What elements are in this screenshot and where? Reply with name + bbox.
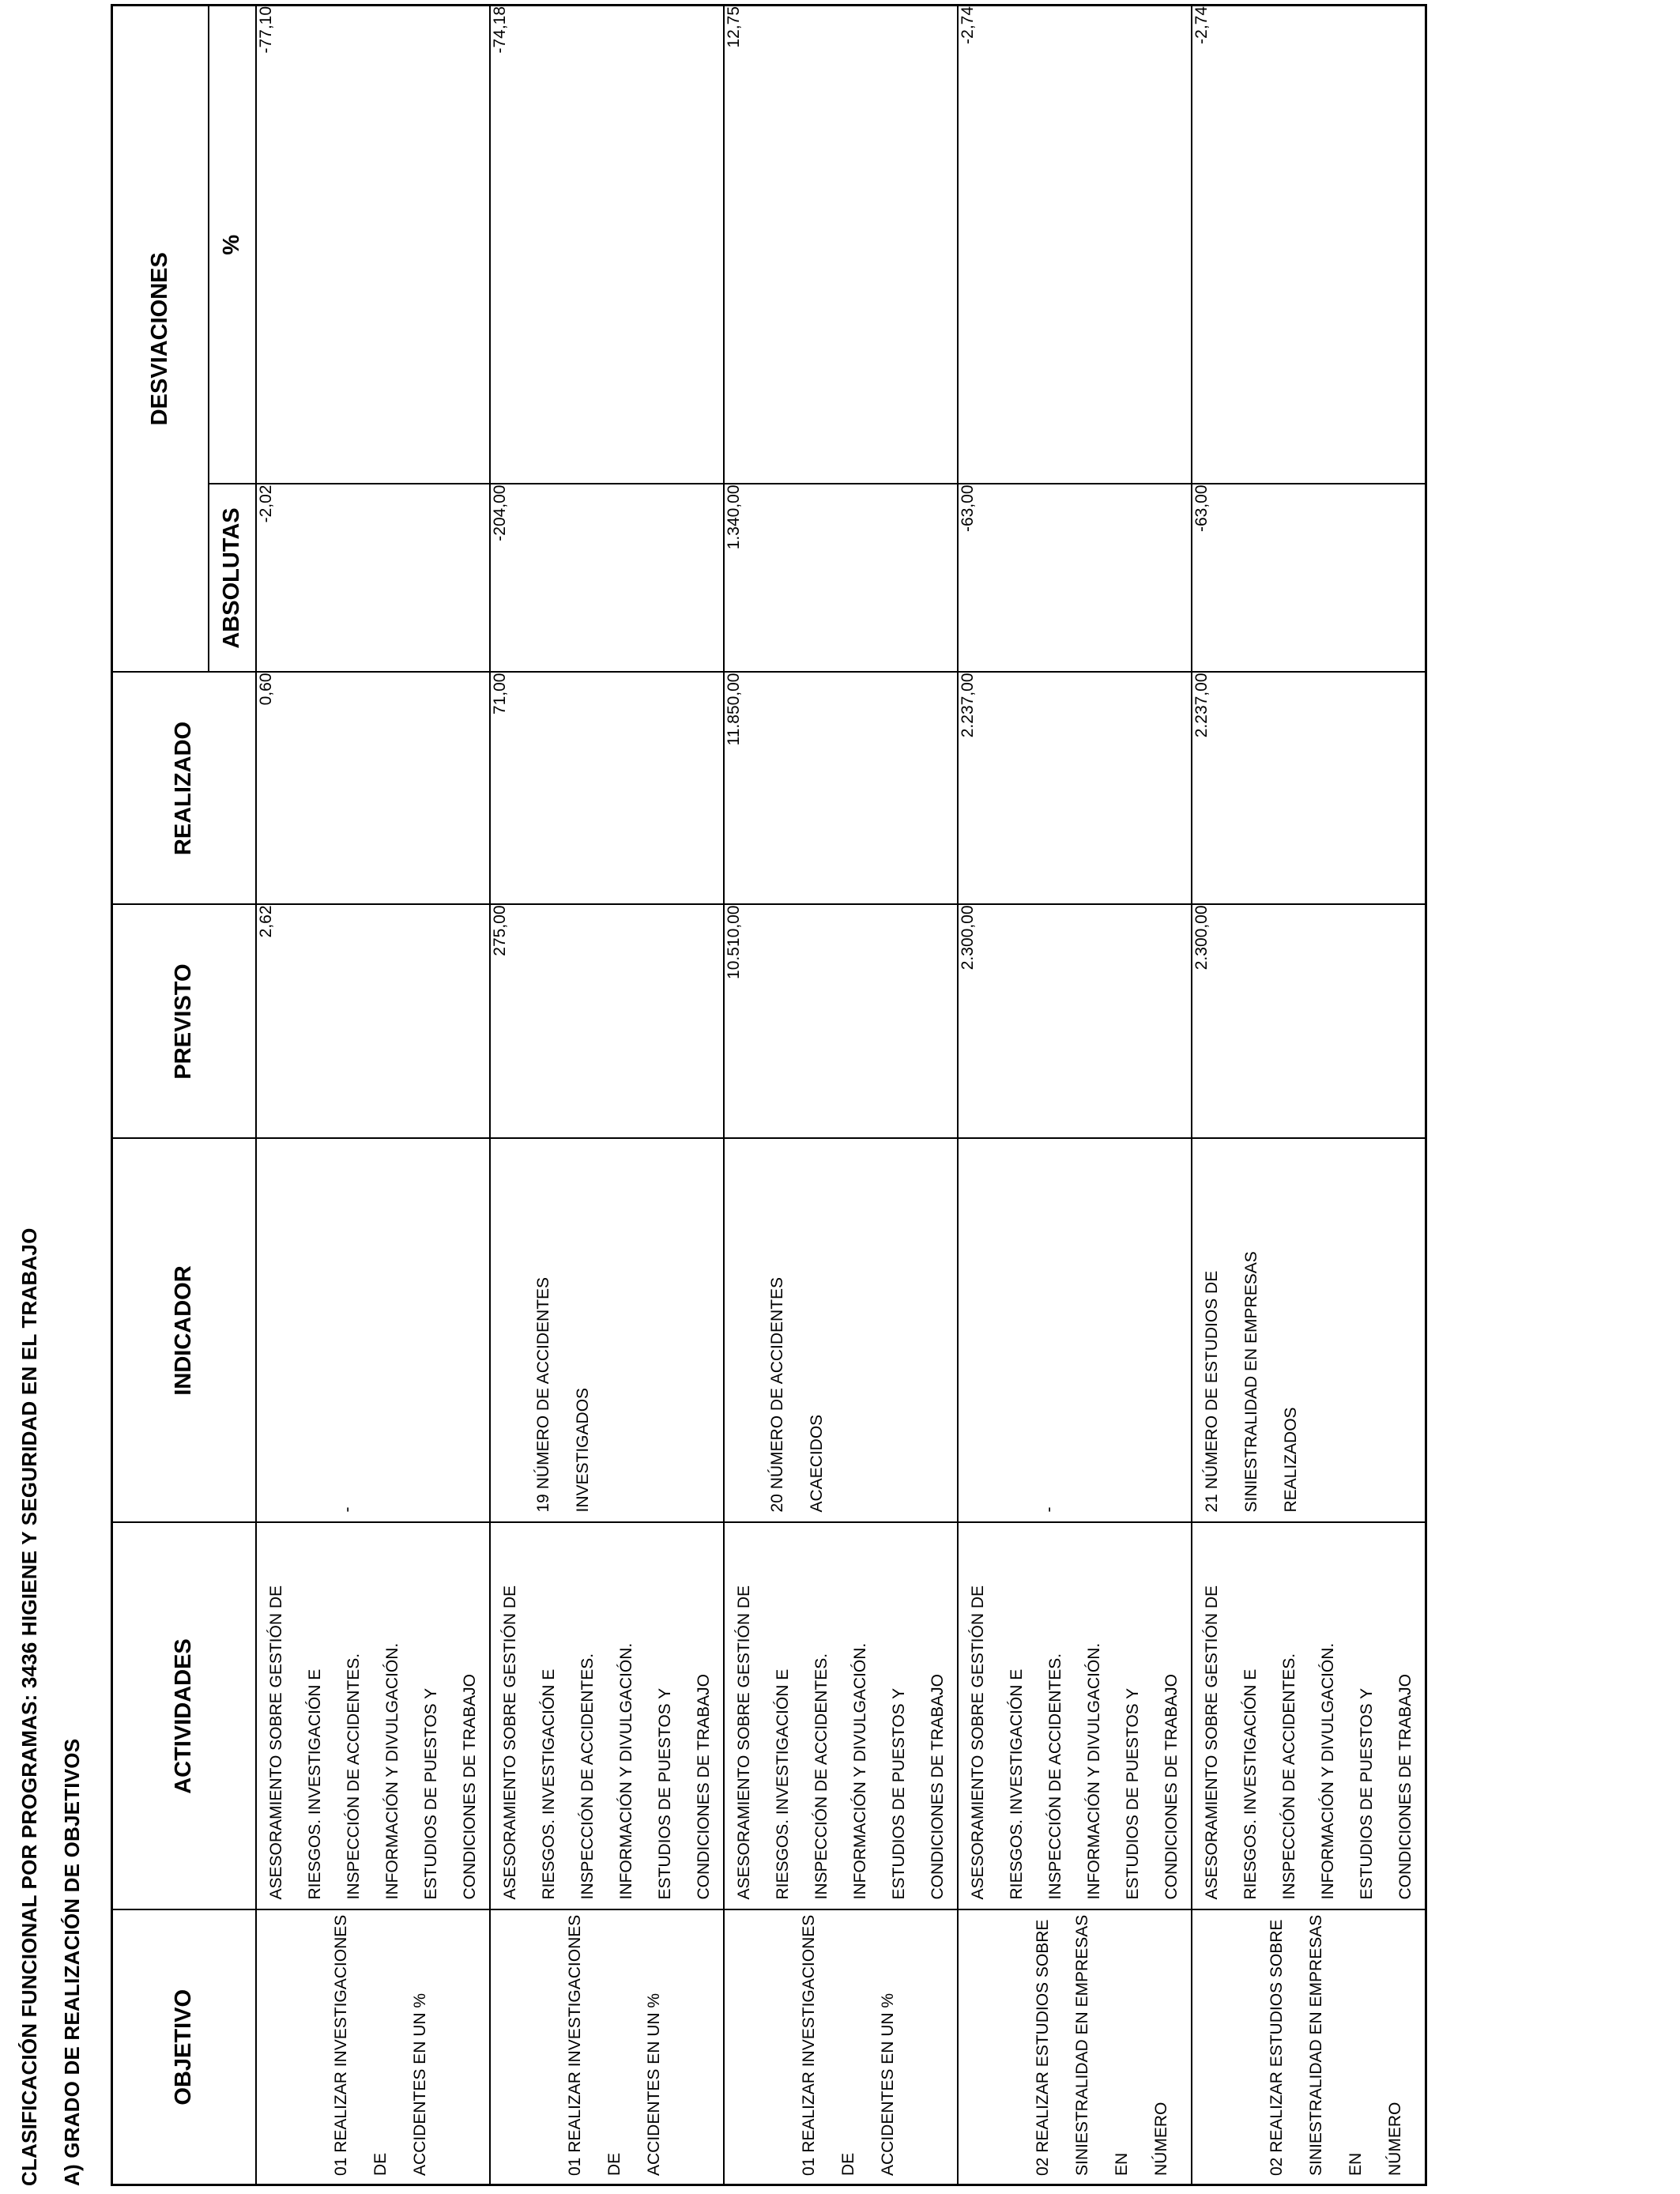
table-row — [490, 5, 724, 2185]
actividades-line: CONDICIONES DE TRABAJO — [928, 1674, 947, 1900]
actividades-line: RIESGOS. INVESTIGACIÓN E — [773, 1668, 792, 1900]
actividades-line: RIESGOS. INVESTIGACIÓN E — [305, 1668, 324, 1900]
actividades-line: ASESORAMIENTO SOBRE GESTIÓN DE — [266, 1585, 285, 1900]
objetivo-line: 01 REALIZAR INVESTIGACIONES DE — [331, 1914, 390, 2176]
actividades-line: RIESGOS. INVESTIGACIÓN E — [1007, 1668, 1026, 1900]
table-row — [724, 5, 958, 2185]
column-header-indicador: INDICADOR — [112, 1139, 256, 1523]
column-header-realizado: REALIZADO — [112, 673, 256, 905]
actividades-line: INFORMACIÓN Y DIVULGACIÓN. — [382, 1642, 401, 1900]
porcentaje-cell: -2,74 — [1192, 5, 1426, 484]
objetivo-cell — [724, 1910, 958, 2185]
absolutas-cell: -204,00 — [490, 484, 724, 673]
column-header-absolutas: ABSOLUTAS — [209, 484, 256, 673]
actividades-line: INFORMACIÓN Y DIVULGACIÓN. — [616, 1642, 635, 1900]
realizado-cell: 2.237,00 — [958, 673, 1192, 905]
actividades-line: INFORMACIÓN Y DIVULGACIÓN. — [1318, 1642, 1337, 1900]
objetivo-line: ACCIDENTES EN UN % — [878, 1992, 897, 2176]
porcentaje-cell: -74,18 — [490, 5, 724, 484]
objectives-table-body — [256, 5, 1426, 2185]
previsto-cell: 10.510,00 — [724, 905, 958, 1139]
actividades-line: INSPECCIÓN DE ACCIDENTES. — [812, 1653, 831, 1900]
column-header-previsto: PREVISTO — [112, 905, 256, 1139]
previsto-cell: 2.300,00 — [1192, 905, 1426, 1139]
page-title: CLASIFICACIÓN FUNCIONAL POR PROGRAMAS: 3436 HIGIENE Y SEGURIDAD EN EL TRABAJO — [17, 1227, 41, 2186]
actividades-line: ESTUDIOS DE PUESTOS Y — [889, 1687, 908, 1900]
objetivo-cell — [1192, 1910, 1426, 2185]
actividades-line: ESTUDIOS DE PUESTOS Y — [1123, 1687, 1142, 1900]
column-header-porcentaje: % — [209, 5, 256, 484]
realizado-cell: 11.850,00 — [724, 673, 958, 905]
actividades-cell — [490, 1523, 724, 1910]
actividades-line: CONDICIONES DE TRABAJO — [694, 1674, 713, 1900]
previsto-cell: 2,62 — [256, 905, 490, 1139]
porcentaje-cell: -2,74 — [958, 5, 1192, 484]
actividades-cell — [1192, 1523, 1426, 1910]
actividades-line: ASESORAMIENTO SOBRE GESTIÓN DE — [500, 1585, 519, 1900]
objectives-table — [111, 4, 1427, 2186]
actividades-line: INFORMACIÓN Y DIVULGACIÓN. — [1084, 1642, 1103, 1900]
indicador-line: INVESTIGADOS — [573, 1387, 592, 1513]
indicador-line: REALIZADOS — [1281, 1407, 1300, 1513]
actividades-line: ASESORAMIENTO SOBRE GESTIÓN DE — [734, 1585, 753, 1900]
objetivo-line: SINIESTRALIDAD EN EMPRESAS EN — [1306, 1914, 1365, 2176]
actividades-line: CONDICIONES DE TRABAJO — [460, 1674, 479, 1900]
indicador-line: 19 NÚMERO DE ACCIDENTES — [533, 1276, 552, 1513]
actividades-line: RIESGOS. INVESTIGACIÓN E — [1241, 1668, 1260, 1900]
realizado-cell: 71,00 — [490, 673, 724, 905]
objetivo-line: 01 REALIZAR INVESTIGACIONES DE — [799, 1914, 857, 2176]
previsto-cell: 275,00 — [490, 905, 724, 1139]
porcentaje-cell: -77,10 — [256, 5, 490, 484]
absolutas-cell: -63,00 — [1192, 484, 1426, 673]
objetivo-line: SINIESTRALIDAD EN EMPRESAS EN — [1072, 1914, 1131, 2176]
objetivo-line: 02 REALIZAR ESTUDIOS SOBRE — [1267, 1919, 1286, 2176]
indicador-line: - — [337, 1506, 356, 1513]
objetivo-cell — [490, 1910, 724, 2185]
actividades-cell — [958, 1523, 1192, 1910]
realizado-cell: 0,60 — [256, 673, 490, 905]
actividades-line: CONDICIONES DE TRABAJO — [1162, 1674, 1181, 1900]
table-row — [958, 5, 1192, 2185]
objetivo-line: NÚMERO — [1151, 2102, 1170, 2176]
page-subtitle: A) GRADO DE REALIZACIÓN DE OBJETIVOS — [60, 1738, 84, 2186]
actividades-line: ESTUDIOS DE PUESTOS Y — [1357, 1687, 1376, 1900]
indicador-line: 21 NÚMERO DE ESTUDIOS DE — [1202, 1270, 1221, 1513]
absolutas-cell: 1.340,00 — [724, 484, 958, 673]
actividades-cell — [724, 1523, 958, 1910]
indicador-cell — [490, 1139, 724, 1523]
objetivo-line: ACCIDENTES EN UN % — [644, 1992, 663, 2176]
actividades-line: ASESORAMIENTO SOBRE GESTIÓN DE — [968, 1585, 987, 1900]
absolutas-cell: -63,00 — [958, 484, 1192, 673]
actividades-cell — [256, 1523, 490, 1910]
actividades-line: ESTUDIOS DE PUESTOS Y — [655, 1687, 674, 1900]
absolutas-cell: -2,02 — [256, 484, 490, 673]
table-row — [1192, 5, 1426, 2185]
indicador-cell — [1192, 1139, 1426, 1523]
objetivo-line: ACCIDENTES EN UN % — [410, 1992, 429, 2176]
realizado-cell: 2.237,00 — [1192, 673, 1426, 905]
actividades-line: INSPECCIÓN DE ACCIDENTES. — [1279, 1653, 1298, 1900]
indicador-line: - — [1039, 1506, 1058, 1513]
previsto-cell: 2.300,00 — [958, 905, 1192, 1139]
actividades-line: ASESORAMIENTO SOBRE GESTIÓN DE — [1202, 1585, 1221, 1900]
actividades-line: INSPECCIÓN DE ACCIDENTES. — [578, 1653, 597, 1900]
column-header-desviaciones: DESVIACIONES — [112, 5, 209, 672]
actividades-line: CONDICIONES DE TRABAJO — [1396, 1674, 1414, 1900]
objetivo-cell — [958, 1910, 1192, 2185]
column-header-actividades: ACTIVIDADES — [112, 1523, 256, 1910]
indicador-line: ACAECIDOS — [807, 1414, 826, 1513]
objectives-table-wrapper — [111, 6, 1414, 2186]
indicador-cell — [256, 1139, 490, 1523]
column-header-objetivo: OBJETIVO — [112, 1910, 256, 2185]
actividades-line: ESTUDIOS DE PUESTOS Y — [421, 1687, 440, 1900]
actividades-line: RIESGOS. INVESTIGACIÓN E — [539, 1668, 558, 1900]
indicador-line: 20 NÚMERO DE ACCIDENTES — [767, 1276, 786, 1513]
indicador-line: SINIESTRALIDAD EN EMPRESAS — [1241, 1251, 1260, 1513]
objetivo-line: NÚMERO — [1385, 2102, 1404, 2176]
actividades-line: INFORMACIÓN Y DIVULGACIÓN. — [850, 1642, 869, 1900]
porcentaje-cell: 12,75 — [724, 5, 958, 484]
actividades-line: INSPECCIÓN DE ACCIDENTES. — [1045, 1653, 1064, 1900]
indicador-cell — [724, 1139, 958, 1523]
objetivo-line: 02 REALIZAR ESTUDIOS SOBRE — [1033, 1919, 1052, 2176]
table-row — [256, 5, 490, 2185]
objetivo-line: 01 REALIZAR INVESTIGACIONES DE — [565, 1914, 623, 2176]
objetivo-cell — [256, 1910, 490, 2185]
indicador-cell — [958, 1139, 1192, 1523]
actividades-line: INSPECCIÓN DE ACCIDENTES. — [344, 1653, 363, 1900]
